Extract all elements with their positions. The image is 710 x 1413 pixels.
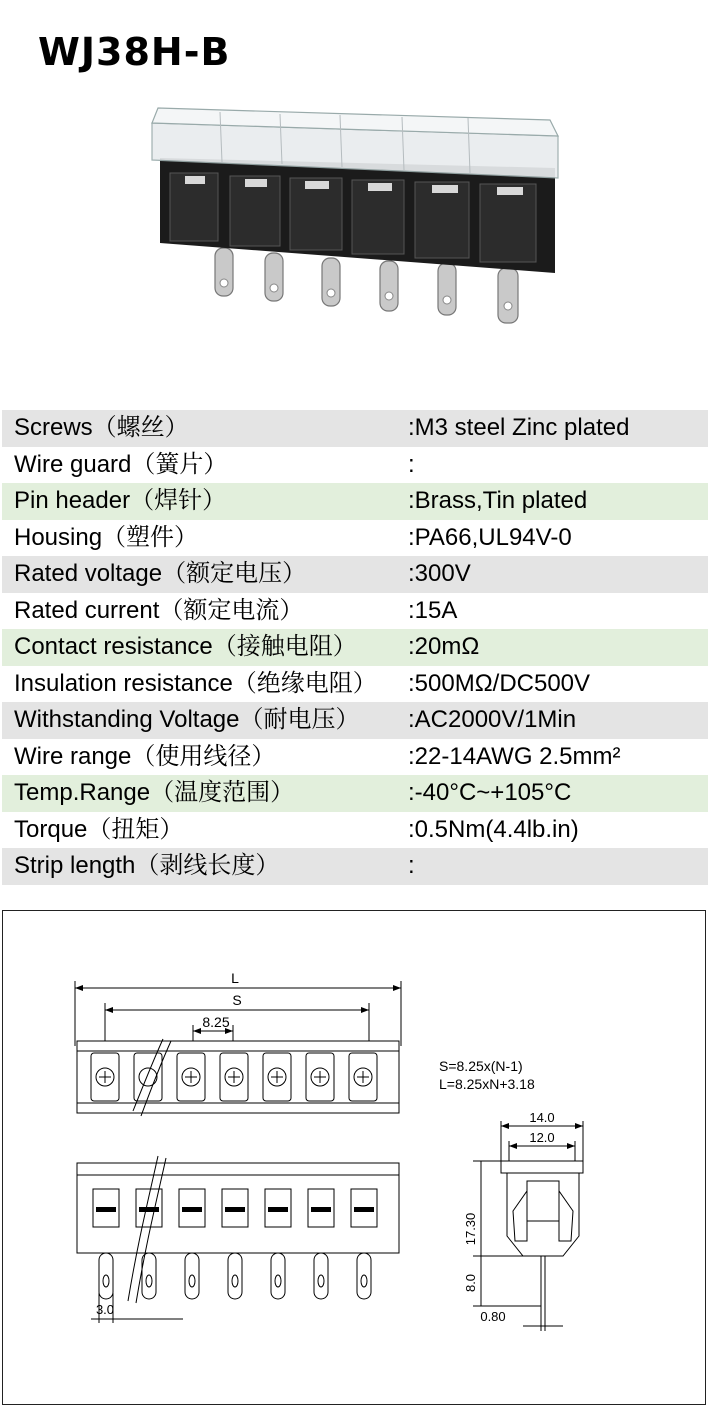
spec-value: :0.5Nm(4.4lb.in)	[408, 815, 579, 843]
spec-label: Wire range（使用线径）	[14, 742, 276, 770]
spec-row	[2, 812, 708, 849]
spec-value: :PA66,UL94V-0	[408, 523, 572, 551]
drawing-canvas	[3, 911, 705, 1404]
spec-label: Screws（螺丝）	[14, 414, 189, 441]
technical-drawing	[2, 910, 706, 1405]
spec-label: Pin header（焊针）	[14, 487, 227, 514]
dim-pin-length-label: 8.0	[463, 1273, 478, 1293]
spec-row	[2, 848, 708, 885]
formula-s: S=8.25x(N-1)	[439, 1058, 523, 1074]
spec-value: :AC2000V/1Min	[408, 706, 577, 733]
spec-row	[2, 629, 708, 666]
dim-l-label: L	[231, 970, 239, 986]
spec-label: Torque（扭矩）	[14, 815, 184, 843]
spec-label: Contact resistance（接触电阻）	[14, 633, 357, 660]
spec-value: :20mΩ	[408, 633, 480, 660]
spec-value: :300V	[408, 560, 471, 587]
spec-row	[2, 666, 708, 703]
dim-width-outer-label: 14.0	[529, 1110, 555, 1125]
spec-row	[2, 739, 708, 776]
spec-table	[2, 410, 708, 885]
dim-pitch-label: 8.25	[202, 1014, 230, 1030]
spec-value: :22-14AWG 2.5mm²	[408, 742, 621, 770]
spec-value: :	[408, 852, 415, 879]
spec-row	[2, 593, 708, 630]
spec-row	[2, 410, 708, 447]
spec-label: Strip length（剥线长度）	[14, 852, 280, 879]
spec-value: :15A	[408, 596, 458, 624]
spec-label: Housing（塑件）	[14, 523, 199, 551]
spec-label: Rated current（额定电流）	[14, 596, 304, 624]
dim-width-inner-label: 12.0	[529, 1130, 555, 1145]
dim-pin-width-label: 3.0	[95, 1302, 115, 1317]
spec-row	[2, 483, 708, 520]
spec-label: Rated voltage（额定电压）	[14, 560, 307, 587]
product-title: WJ38H-B	[38, 30, 231, 74]
spec-row	[2, 556, 708, 593]
spec-value: :	[408, 450, 415, 478]
spec-value: :500MΩ/DC500V	[408, 669, 591, 697]
spec-row	[2, 447, 708, 484]
spec-row	[2, 775, 708, 812]
spec-row	[2, 702, 708, 739]
dim-s-label: S	[232, 992, 242, 1008]
dim-pin-thickness-label: 0.80	[480, 1309, 506, 1324]
spec-row	[2, 520, 708, 557]
spec-label: Temp.Range（温度范围）	[14, 779, 295, 806]
spec-value: :M3 steel Zinc plated	[408, 414, 630, 441]
dim-height-label: 17.30	[463, 1212, 478, 1246]
spec-label: Withstanding Voltage（耐电压）	[14, 706, 360, 733]
spec-value: :-40°C~+105°C	[408, 779, 572, 806]
product-photo	[140, 98, 570, 333]
formula-l: L=8.25xN+3.18	[439, 1076, 535, 1092]
spec-label: Wire guard（簧片）	[14, 450, 228, 478]
spec-value: :Brass,Tin plated	[408, 487, 588, 514]
spec-label: Insulation resistance（绝缘电阻）	[14, 669, 377, 697]
